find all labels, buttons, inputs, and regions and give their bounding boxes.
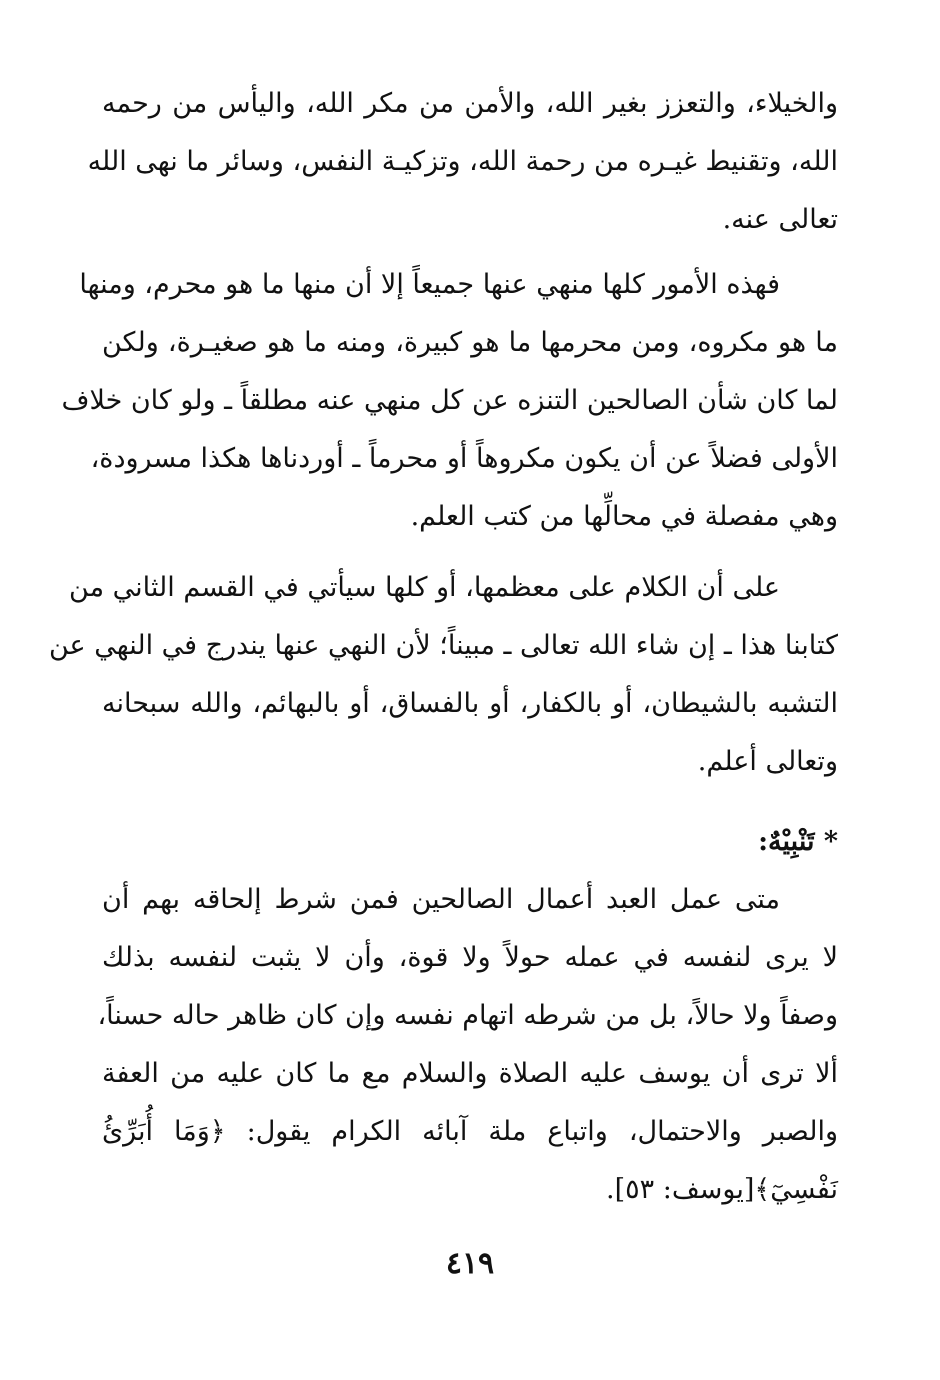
text-line: لما كان شأن الصالحين التنزه عن كل منهي عنه مطلقاً ـ ولو كان خلاف: [61, 385, 838, 416]
text-line: والصبر والاحتمال، واتباع ملة آبائه الكرام يقول: ﴿وَمَا أُبَرِّئُ: [102, 1116, 838, 1147]
text-line: فهذه الأمور كلها منهي عنها جميعاً إلا أن منها ما هو محرم، ومنها: [79, 269, 780, 300]
text-line: الله، وتقنيط غيـره من رحمة الله، وتزكيـة النفس، وسائر ما نهى الله: [87, 146, 838, 177]
text-line: الأولى فضلاً عن أن يكون مكروهاً أو محرماً ـ أوردناها هكذا مسرودة،: [90, 443, 838, 474]
text-line: وتعالى أعلم.: [697, 746, 838, 777]
text-line: تعالى عنه.: [722, 204, 838, 235]
text-line: التشبه بالشيطان، أو بالكفار، أو بالفساق، أو بالبهائم، والله سبحانه: [102, 688, 838, 719]
text-line: والخيلاء، والتعزز بغير الله، والأمن من مكر الله، واليأس من رحمه: [102, 88, 838, 119]
text-line: متى عمل العبد أعمال الصالحين فمن شرط إلحاقه بهم أن: [102, 884, 780, 915]
text-line: وصفاً ولا حالاً، بل من شرطه اتهام نفسه وإن كان ظاهر حاله حسناً،: [97, 1000, 838, 1031]
text-line: ما هو مكروه، ومن محرمها ما هو كبيرة، ومنه ما هو صغيـرة، ولكن: [102, 327, 838, 358]
text-line: كتابنا هذا ـ إن شاء الله تعالى ـ مبيناً؛ لأن النهي عنها يندرج في النهي عن: [49, 630, 838, 661]
page-number: ٤١٩: [445, 1246, 495, 1281]
note-heading: * تَنْبِيْهٌ:: [758, 826, 838, 857]
text-line: نَفْسِيٓ﴾[يوسف: ٥٣].: [606, 1174, 838, 1205]
text-line: لا يرى لنفسه في عمله حولاً ولا قوة، وأن لا يثبت لنفسه بذلك: [102, 942, 838, 973]
text-line: على أن الكلام على معظمها، أو كلها سيأتي في القسم الثاني من: [69, 572, 780, 603]
text-line: وهي مفصلة في محالِّها من كتب العلم.: [410, 501, 838, 532]
text-line: ألا ترى أن يوسف عليه الصلاة والسلام مع ما كان عليه من العفة: [102, 1058, 838, 1089]
